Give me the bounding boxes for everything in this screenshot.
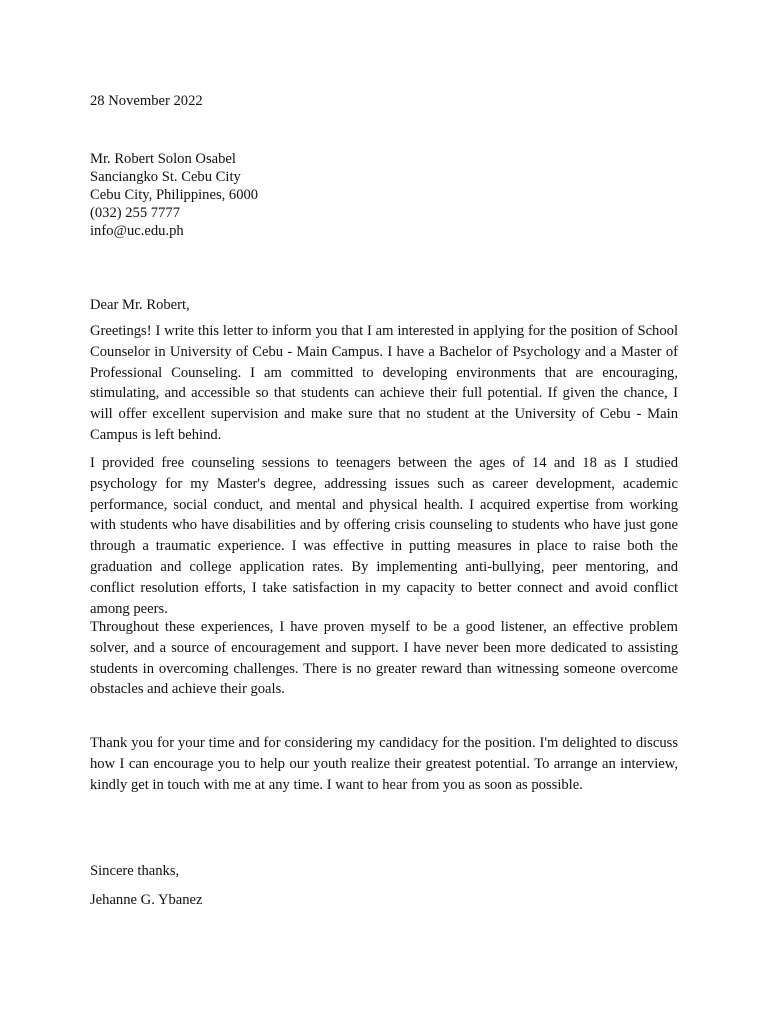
recipient-email: info@uc.edu.ph (90, 223, 184, 239)
recipient-address-block (90, 150, 258, 240)
signature-name: Jehanne G. Ybanez (90, 892, 203, 908)
salutation: Dear Mr. Robert, (90, 297, 190, 313)
recipient-city: Cebu City, Philippines, 6000 (90, 187, 259, 203)
letter-date: 28 November 2022 (90, 93, 203, 109)
closing: Sincere thanks, (90, 863, 180, 879)
recipient-phone: (032) 255 7777 (90, 205, 180, 221)
recipient-name: Mr. Robert Solon Osabel (90, 151, 236, 167)
body-paragraph-1: Greetings! I write this letter to inform you that I am interested in applying for the position of School Counselor in University of Cebu - Main Campus. I have a Bachelor of Psychology and a Master of Professional Counseling. I am committed to developing environments that are encouraging, stimulating, and accessible so that students can achieve their full potential. If given the chance, I will offer excellent supervision and make sure that no student at the University of Cebu - Main Campus is left behind. (90, 323, 678, 443)
body-paragraph-4: Thank you for your time and for considering my candidacy for the position. I'm delighted to discuss how I can encourage you to help our youth realize their greatest potential. To arrange an interview, kindly get in touch with me at any time. I want to hear from you as soon as possible. (90, 735, 678, 793)
body-paragraph-2: I provided free counseling sessions to teenagers between the ages of 14 and 18 as I studied psychology for my Master's degree, addressing issues such as career development, academic performance, social conduct, and mental and physical health. I acquired expertise from working with students who have disabilities and by offering crisis counseling to students who have just gone through a traumatic experience. I was effective in putting measures in place to raise both the graduation and college application rates. By implementing anti-bullying, peer mentoring, and conflict resolution efforts, I take satisfaction in my capacity to better connect and avoid conflict among peers. (90, 455, 678, 617)
recipient-street: Sanciangko St. Cebu City (90, 169, 241, 185)
body-paragraph-3: Throughout these experiences, I have proven myself to be a good listener, an effective problem solver, and a source of encouragement and support. I have never been more dedicated to assisting students in overcoming challenges. There is no greater reward than witnessing someone overcome obstacles and achieve their goals. (90, 619, 678, 698)
